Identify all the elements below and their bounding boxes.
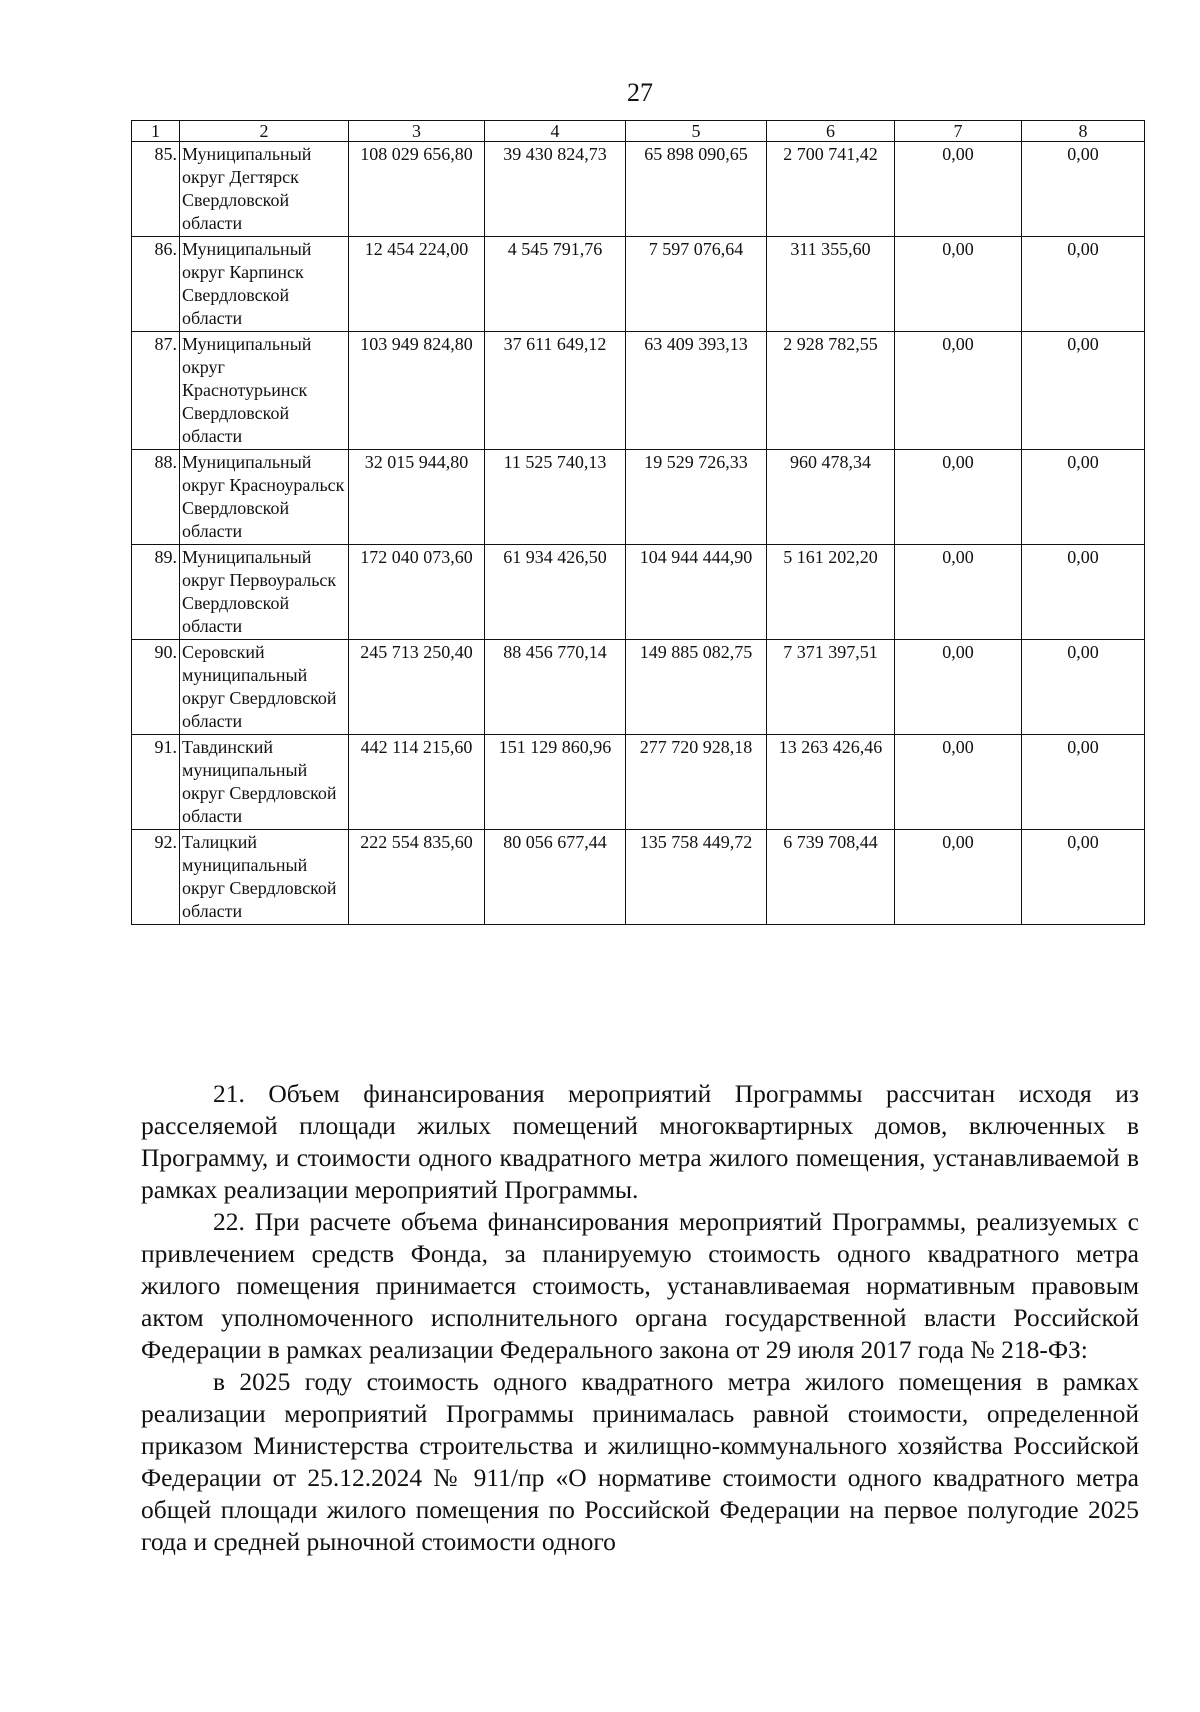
cell-col6: 13 263 426,46 xyxy=(767,735,895,830)
cell-col7: 0,00 xyxy=(895,830,1022,925)
cell-col3: 245 713 250,40 xyxy=(349,640,485,735)
cell-col5: 149 885 082,75 xyxy=(626,640,767,735)
row-number: 85. xyxy=(132,142,180,237)
cell-col5: 63 409 393,13 xyxy=(626,332,767,450)
cell-col5: 104 944 444,90 xyxy=(626,545,767,640)
municipality-name: Муниципальный округ Краснотурьинск Свердловской области xyxy=(180,332,349,450)
cell-col5: 277 720 928,18 xyxy=(626,735,767,830)
cell-col4: 39 430 824,73 xyxy=(485,142,626,237)
cell-col6: 960 478,34 xyxy=(767,450,895,545)
cell-col6: 6 739 708,44 xyxy=(767,830,895,925)
column-header: 3 xyxy=(349,121,485,142)
municipality-name: Талицкий муниципальный округ Свердловской области xyxy=(180,830,349,925)
cell-col3: 222 554 835,60 xyxy=(349,830,485,925)
cell-col4: 151 129 860,96 xyxy=(485,735,626,830)
row-number: 86. xyxy=(132,237,180,332)
cell-col8: 0,00 xyxy=(1022,830,1145,925)
row-number: 88. xyxy=(132,450,180,545)
paragraph-21: 21. Объем финансирования мероприятий Программы рассчитан исходя из расселяемой площади жилых помещений многоквартирных домов, включенных в Программу, и стоимости одного квадратного метра жилого помещения, устанавливаемой в рамках реализации мероприятий Программы. xyxy=(141,1079,1139,1204)
cell-col6: 7 371 397,51 xyxy=(767,640,895,735)
cell-col4: 11 525 740,13 xyxy=(485,450,626,545)
table-header-row xyxy=(132,121,1145,142)
cell-col3: 442 114 215,60 xyxy=(349,735,485,830)
municipality-name: Тавдинский муниципальный округ Свердловской области xyxy=(180,735,349,830)
row-number: 92. xyxy=(132,830,180,925)
municipality-name: Муниципальный округ Дегтярск Свердловской области xyxy=(180,142,349,237)
cell-col8: 0,00 xyxy=(1022,735,1145,830)
column-header: 8 xyxy=(1022,121,1145,142)
column-header: 2 xyxy=(180,121,349,142)
row-number: 91. xyxy=(132,735,180,830)
financing-table xyxy=(131,120,1145,925)
cell-col3: 103 949 824,80 xyxy=(349,332,485,450)
table-row xyxy=(132,450,1145,545)
paragraph-22: 22. При расчете объема финансирования мероприятий Программы, реализуемых с привлечением средств Фонда, за планируемую стоимость одного квадратного метра жилого помещения принимается стоимость, устанавливаемая нормативным правовым актом уполномоченного исполнительного органа государственной власти Российской Федерации в рамках реализации Федерального закона от 29 июля 2017 года № 218-ФЗ: xyxy=(141,1207,1139,1364)
cell-col6: 311 355,60 xyxy=(767,237,895,332)
cell-col5: 65 898 090,65 xyxy=(626,142,767,237)
cell-col6: 2 700 741,42 xyxy=(767,142,895,237)
cell-col7: 0,00 xyxy=(895,640,1022,735)
cell-col6: 2 928 782,55 xyxy=(767,332,895,450)
cell-col3: 172 040 073,60 xyxy=(349,545,485,640)
cell-col8: 0,00 xyxy=(1022,450,1145,545)
cell-col5: 135 758 449,72 xyxy=(626,830,767,925)
cell-col8: 0,00 xyxy=(1022,640,1145,735)
municipality-name: Серовский муниципальный округ Свердловской области xyxy=(180,640,349,735)
paragraph-2025-cost: в 2025 году стоимость одного квадратного метра жилого помещения в рамках реализации мероприятий Программы принималась равной стоимости, определенной приказом Министерства строительства и жилищно-коммунального хозяйства Российской Федерации от 25.12.2024 № 911/пр «О нормативе стоимости одного квадратного метра общей площади жилого помещения по Российской Федерации на первое полугодие 2025 года и средней рыночной стоимости одного xyxy=(141,1367,1139,1556)
column-header: 6 xyxy=(767,121,895,142)
table-body xyxy=(132,142,1145,925)
cell-col7: 0,00 xyxy=(895,237,1022,332)
table-row xyxy=(132,830,1145,925)
column-header: 7 xyxy=(895,121,1022,142)
cell-col7: 0,00 xyxy=(895,142,1022,237)
municipality-name: Муниципальный округ Карпинск Свердловской области xyxy=(180,237,349,332)
cell-col8: 0,00 xyxy=(1022,142,1145,237)
cell-col4: 61 934 426,50 xyxy=(485,545,626,640)
body-text xyxy=(141,1078,1139,1558)
cell-col8: 0,00 xyxy=(1022,237,1145,332)
row-number: 87. xyxy=(132,332,180,450)
cell-col5: 7 597 076,64 xyxy=(626,237,767,332)
cell-col7: 0,00 xyxy=(895,735,1022,830)
table-row xyxy=(132,237,1145,332)
cell-col8: 0,00 xyxy=(1022,545,1145,640)
table-row xyxy=(132,332,1145,450)
row-number: 89. xyxy=(132,545,180,640)
cell-col3: 32 015 944,80 xyxy=(349,450,485,545)
cell-col8: 0,00 xyxy=(1022,332,1145,450)
column-header: 4 xyxy=(485,121,626,142)
cell-col7: 0,00 xyxy=(895,450,1022,545)
table-row xyxy=(132,142,1145,237)
table-row xyxy=(132,545,1145,640)
cell-col4: 88 456 770,14 xyxy=(485,640,626,735)
cell-col6: 5 161 202,20 xyxy=(767,545,895,640)
municipality-name: Муниципальный округ Красноуральск Свердловской области xyxy=(180,450,349,545)
cell-col7: 0,00 xyxy=(895,332,1022,450)
cell-col7: 0,00 xyxy=(895,545,1022,640)
municipality-name: Муниципальный округ Первоуральск Свердловской области xyxy=(180,545,349,640)
cell-col3: 108 029 656,80 xyxy=(349,142,485,237)
cell-col4: 37 611 649,12 xyxy=(485,332,626,450)
column-header: 5 xyxy=(626,121,767,142)
page-number: 27 xyxy=(627,78,653,107)
cell-col3: 12 454 224,00 xyxy=(349,237,485,332)
table-row xyxy=(132,640,1145,735)
table-row xyxy=(132,735,1145,830)
cell-col4: 4 545 791,76 xyxy=(485,237,626,332)
cell-col5: 19 529 726,33 xyxy=(626,450,767,545)
cell-col4: 80 056 677,44 xyxy=(485,830,626,925)
column-header: 1 xyxy=(132,121,180,142)
row-number: 90. xyxy=(132,640,180,735)
